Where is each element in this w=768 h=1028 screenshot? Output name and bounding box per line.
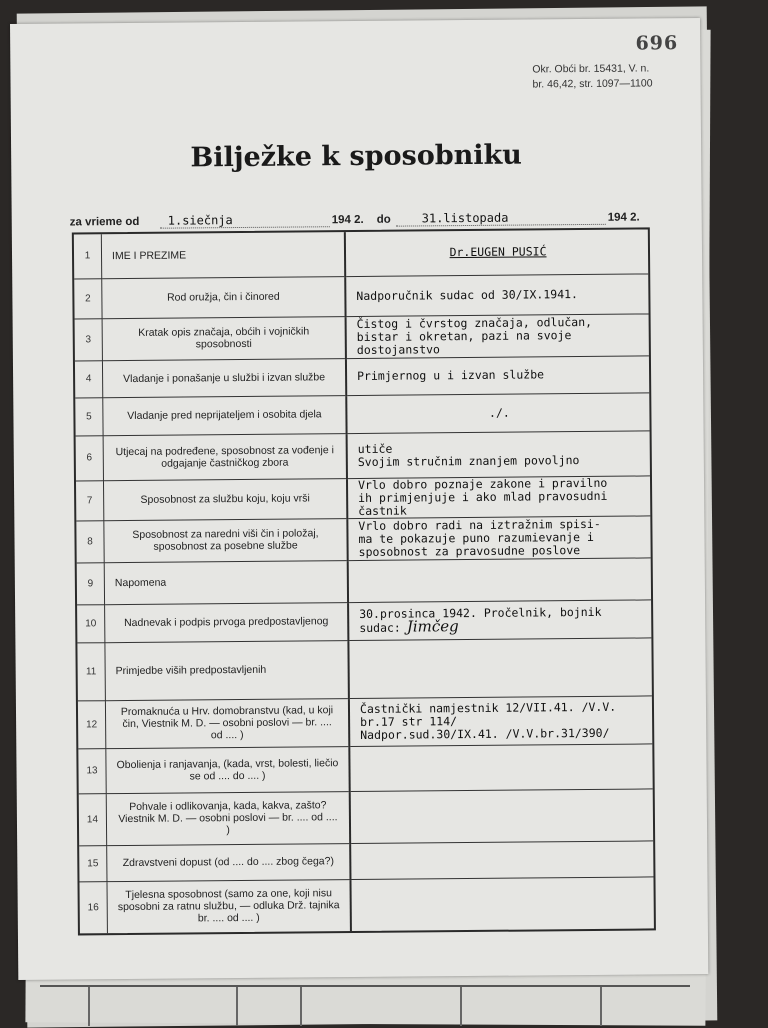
row-number: 16 — [79, 881, 107, 933]
row-label: Nadnevak i podpis prvoga predpostavljenog — [105, 602, 349, 642]
row-value — [349, 743, 652, 791]
period-to-date: 31.listopada — [421, 210, 509, 226]
row-number: 14 — [79, 793, 107, 845]
form-row-3 — [75, 313, 649, 360]
row-number: 9 — [77, 562, 105, 604]
row-number: 5 — [75, 397, 103, 435]
row-value: utiče Svojim stručnim znanjem povoljno — [347, 430, 650, 478]
form-row-5 — [75, 392, 649, 435]
row-value — [348, 557, 651, 602]
row-number: 11 — [77, 642, 105, 700]
form-row-10 — [77, 599, 651, 642]
document-title: Bilježke k sposobniku — [190, 139, 523, 174]
reference-note — [532, 61, 652, 92]
form-row-13 — [78, 743, 652, 793]
form-row-8 — [76, 515, 650, 562]
signature-line-text: 30.prosinca 1942. Pročelnik, bojnik sudac: — [359, 604, 602, 635]
row-label: Napomena — [104, 560, 348, 604]
period-to-label: do — [376, 213, 391, 226]
row-value — [350, 788, 653, 843]
row-label: Vladanje i ponašanje u službi i izvan službe — [102, 358, 346, 397]
document-page — [10, 18, 708, 980]
form-row-12 — [78, 695, 652, 748]
row-label: IME I PREZIME — [101, 232, 345, 278]
row-label: Sposobnost za službu koju, koju vrši — [103, 478, 347, 520]
row-value: Primjernog u i izvan službe — [346, 355, 649, 395]
row-label: Kratak opis značaja, obćih i vojničkih sposobnosti — [102, 316, 346, 360]
row-value: Vrlo dobro radi na iztražnim spisi- ma te pokazuje puno razumievanje i sposobnost za pravosudne poslove — [347, 515, 650, 560]
period-to-year: 194 2. — [607, 211, 640, 224]
row-value-signature — [348, 599, 651, 640]
form-row-7 — [76, 475, 650, 520]
row-label: Sposobnost za naredni viši čin i položaj, sposobnost za posebne službe — [104, 518, 348, 562]
period-from-year: 194 2. — [331, 213, 364, 227]
form-row-16 — [79, 876, 653, 933]
row-number: 2 — [74, 278, 102, 318]
row-label: Tjelesna sposobnost (samo za one, koji nisu sposobni za ratnu službu, — odluka Drž. tajnika br. .... od .... ) — [107, 879, 351, 933]
row-number: 13 — [78, 748, 106, 793]
row-number: 3 — [75, 318, 103, 360]
form-row-14 — [79, 788, 653, 845]
row-value-name: Dr.EUGEN PUSIĆ — [345, 229, 648, 276]
underlying-form-edge — [40, 985, 690, 1026]
row-number: 10 — [77, 604, 105, 642]
row-value: ./. — [346, 392, 649, 433]
row-value: Nadporučnik sudac od 30/IX.1941. — [345, 273, 648, 316]
signature: Jimčeg — [406, 616, 459, 636]
row-value: Častnički namjestnik 12/VII.41. /V.V. br.17 str 114/ Nadpor.sud.30/IX.41. /V.V.br.31/390/ — [349, 695, 652, 746]
row-value: Čistog i čvrstog značaja, odlučan, bistar i okretan, pazi na svoje dostojanstvo — [346, 313, 649, 358]
assessment-form — [72, 227, 656, 935]
row-value — [350, 876, 653, 931]
form-row-11 — [77, 637, 651, 700]
row-number: 12 — [78, 700, 106, 748]
reference-line-1: Okr. Obći br. 15431, V. n. — [532, 62, 650, 76]
form-row-2 — [74, 273, 648, 318]
row-label: Primjedbe viših predpostavljenih — [105, 640, 349, 700]
row-value — [350, 840, 653, 879]
row-label: Vladanje pred neprijateljem i osobita djela — [103, 395, 347, 435]
row-label: Rod oružja, čin i činored — [102, 276, 346, 318]
form-row-9 — [77, 557, 651, 604]
row-number: 7 — [76, 480, 104, 520]
period-from-label: za vrieme od — [69, 215, 140, 229]
row-value: Vrlo dobro poznaje zakone i pravilno ih primjenjuje i ako mlad pravosudni častnik — [347, 475, 650, 518]
row-label: Zdravstveni dopust (od .... do .... zbog čega?) — [107, 843, 351, 881]
row-label: Promaknuća u Hrv. domobranstvu (kad, u koji čin, Viestnik M. D. — osobni poslovi — br. .... od .... ) — [105, 698, 349, 748]
reference-line-2: br. 46,42, str. 1097—1100 — [532, 77, 653, 91]
form-row-6 — [76, 430, 650, 480]
period-from-date: 1.siečnja — [167, 213, 233, 228]
form-row-15 — [79, 840, 653, 881]
row-number: 4 — [75, 360, 103, 397]
form-row-1 — [74, 229, 648, 278]
form-row-4 — [75, 355, 649, 397]
row-label: Pohvale i odlikovanja, kada, kakva, zašto? Viestnik M. D. — osobni poslovi — br. .... od .... ) — [106, 791, 350, 845]
row-label: Obolienja i ranjavanja, (kada, vrst, bolesti, liečio se od .... do .... ) — [106, 746, 350, 793]
row-number: 8 — [76, 520, 104, 562]
row-label: Utjecaj na podređene, sposobnost za vođenje i odgajanje častničkog zbora — [103, 433, 347, 480]
period-line — [70, 203, 666, 230]
page-number: 696 — [635, 32, 679, 55]
row-number: 15 — [79, 845, 107, 881]
row-value — [348, 637, 651, 698]
row-number: 6 — [76, 435, 104, 480]
row-number: 1 — [74, 234, 102, 278]
